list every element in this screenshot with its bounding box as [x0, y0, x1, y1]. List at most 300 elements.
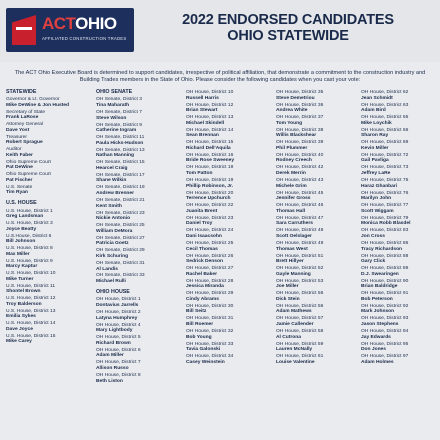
candidate-name: Emilia Sykes: [6, 314, 36, 320]
candidate-entry: [276, 329, 360, 340]
office-label: U.S. House, District 8: [6, 246, 53, 252]
candidate-name: Kevin Miller: [361, 145, 389, 151]
column-senate-house: [96, 90, 180, 386]
candidate-name: Marcy Kaptur: [6, 264, 38, 270]
candidate-entry: [361, 165, 439, 176]
office-label: OH House, District 5: [96, 335, 141, 341]
candidate-name: Mark Johnson: [361, 309, 395, 315]
candidate-name: Troy Balderson: [6, 301, 42, 307]
candidate-entry: [276, 90, 360, 101]
candidate-name: Jason Stephens: [361, 322, 399, 327]
office-label: Attorney General: [6, 122, 43, 128]
candidate-entry: [186, 342, 270, 353]
candidate-name: Dani Isaacsohn: [186, 233, 222, 239]
candidate-entry: [6, 321, 90, 332]
office-label: OH House, District 90: [361, 278, 409, 284]
candidate-name: Michele Grim: [276, 183, 307, 189]
candidate-name: Jean Schmidt: [361, 95, 393, 101]
office-label: Treasurer: [6, 134, 28, 140]
office-label: OH House, District 95: [361, 341, 409, 347]
office-label: OH House, District 38: [276, 127, 324, 133]
office-label: OH Senate, District 19: [96, 185, 145, 191]
column-ohio-house-b: [186, 90, 270, 367]
candidate-name: Jeffrey LaRe: [361, 171, 391, 177]
candidate-entry: [361, 254, 439, 265]
office-label: OH House, District 83: [361, 228, 409, 234]
candidate-entry: [96, 335, 180, 346]
candidate-entry: [186, 191, 270, 202]
office-label: OH House, District 4: [96, 322, 141, 328]
candidate-name: Dick Stein: [276, 296, 300, 302]
office-label: Ohio Supreme Court: [6, 172, 51, 178]
candidate-entry: [6, 147, 90, 158]
candidate-name: Sara Carruthers: [276, 221, 313, 227]
candidate-name: Lauren McNally: [276, 347, 313, 353]
candidate-entry: [186, 203, 270, 214]
office-label: Ohio Supreme Court: [6, 159, 51, 165]
candidate-entry: [96, 373, 180, 384]
candidate-name: Scott Oelslager: [276, 233, 312, 239]
candidate-entry: [6, 172, 90, 183]
office-label: OH House, District 14: [186, 127, 234, 133]
candidate-name: Shontel Brown: [6, 289, 41, 295]
candidate-entry: [361, 216, 439, 227]
office-label: OH House, District 52: [276, 266, 324, 272]
candidate-entry: [186, 178, 270, 189]
candidate-entry: [361, 304, 439, 315]
office-label: Secretary of State: [6, 109, 46, 115]
candidate-name: Phil Plummer: [276, 145, 308, 151]
candidate-name: Allison Russo: [96, 365, 129, 371]
candidate-name: Bill Seitz: [186, 309, 207, 315]
office-label: OH House, District 73: [361, 165, 409, 171]
candidate-entry: [186, 140, 270, 151]
office-label: OH House, District 76: [361, 190, 409, 196]
candidate-entry: [276, 165, 360, 176]
candidate-entry: [96, 297, 180, 308]
office-label: OH House, District 27: [186, 266, 234, 272]
office-label: OH House, District 2: [96, 310, 141, 316]
candidate-entry: [6, 110, 90, 121]
candidate-entry: [361, 140, 439, 151]
office-label: OH House, District 46: [276, 203, 324, 209]
office-label: U.S. Senate: [6, 184, 33, 190]
candidate-entry: [186, 316, 270, 327]
office-label: OH House, District 8: [96, 372, 141, 378]
candidate-entry: [96, 348, 180, 359]
candidate-name: Jon Cross: [361, 233, 385, 239]
candidate-entry: [186, 216, 270, 227]
candidate-entry: [186, 304, 270, 315]
candidate-name: Joe Miller: [276, 284, 299, 290]
candidate-name: Tom Young: [276, 120, 303, 126]
office-label: OH Senate, District 7: [96, 109, 142, 115]
office-label: OH House, District 97: [361, 354, 409, 360]
section-heading-statewide: STATEWIDE: [6, 89, 37, 95]
candidate-entry: [361, 316, 439, 327]
office-label: OH House, District 47: [276, 215, 324, 221]
candidate-name: Jennifer Gross: [276, 196, 311, 202]
candidate-name: Juanita Brent: [186, 208, 218, 214]
candidate-entry: [361, 279, 439, 290]
candidate-entry: [276, 304, 360, 315]
office-label: OH Senate, District 21: [96, 198, 145, 204]
candidate-name: Mike Turner: [6, 276, 34, 282]
candidate-name: Dave Joyce: [6, 326, 33, 332]
office-label: OH House, District 28: [186, 278, 234, 284]
candidate-name: Adam Bird: [361, 108, 386, 114]
candidate-entry: [6, 221, 90, 232]
act-ohio-logo: [6, 8, 134, 52]
candidate-name: Adam Mathews: [276, 309, 312, 315]
candidate-name: Mary Lightbody: [96, 328, 133, 334]
office-label: OH House, District 79: [361, 215, 409, 221]
candidate-name: Pat Fischer: [6, 177, 33, 183]
candidate-name: D.J. Swearingen: [361, 271, 399, 277]
candidate-name: Nickie Antonio: [96, 216, 131, 222]
office-label: OH House, District 43: [276, 178, 324, 184]
candidate-entry: [96, 110, 180, 121]
office-label: OH House, District 34: [186, 354, 234, 360]
office-label: OH Senate, District 17: [96, 172, 145, 178]
office-label: OH Senate, District 31: [96, 260, 145, 266]
candidate-name: Tina Maharath: [96, 102, 130, 108]
column-ohio-house-c: [276, 90, 360, 367]
candidate-entry: [276, 228, 360, 239]
office-label: U.S.House, District 6: [6, 233, 52, 239]
office-label: OH House, District 7: [96, 360, 141, 366]
candidate-entry: [276, 254, 360, 265]
candidate-name: Bob Young: [186, 334, 212, 340]
candidate-entry: [6, 246, 90, 257]
candidate-name: Rachel Baker: [186, 271, 217, 277]
candidate-entry: [6, 97, 90, 108]
office-label: OH Senate, District 33: [96, 273, 145, 279]
candidate-entry: [186, 266, 270, 277]
office-label: OH House, District 75: [361, 178, 409, 184]
office-label: OH House, District 53: [276, 278, 324, 284]
candidate-name: Hearcel Craig: [96, 165, 128, 171]
candidate-name: Willis Blackshear: [276, 133, 317, 139]
office-label: OH House, District 88: [361, 253, 409, 259]
candidate-entry: [6, 209, 90, 220]
candidate-entry: [6, 185, 90, 196]
office-label: OH House, District 13: [186, 115, 234, 121]
office-label: Governor & Lt. Governor: [6, 97, 60, 103]
candidate-entry: [276, 279, 360, 290]
candidate-entry: [96, 360, 180, 371]
candidate-name: Haraz Ghanbari: [361, 183, 398, 189]
candidate-entry: [186, 241, 270, 252]
logo-ohio-text: OHIO: [75, 14, 117, 33]
office-label: OH House, District 92: [361, 303, 409, 309]
candidate-name: Tracy Richardson: [361, 246, 403, 252]
candidate-name: Tom Patton: [186, 171, 213, 177]
candidate-name: Mike Carey: [6, 339, 32, 345]
candidate-name: Michael Rulli: [96, 279, 126, 285]
candidate-entry: [96, 97, 180, 108]
candidate-entry: [361, 128, 439, 139]
candidate-name: Jamie Callender: [276, 322, 314, 327]
candidate-entry: [276, 115, 360, 126]
candidate-name: Adam Miller: [96, 353, 124, 359]
candidate-name: Brian Stewart: [186, 108, 218, 114]
candidate-name: Cindy Abrams: [186, 296, 219, 302]
office-label: U.S. House, District 15: [6, 333, 56, 339]
office-label: OH House, District 10: [186, 90, 234, 95]
candidate-entry: [186, 279, 270, 290]
candidate-entry: [6, 334, 90, 345]
candidate-entry: [96, 261, 180, 272]
candidate-name: Bill Roemer: [186, 322, 214, 327]
candidate-name: Andrea White: [276, 108, 308, 114]
candidate-name: Sedrick Denson: [186, 259, 223, 265]
candidate-entry: [276, 291, 360, 302]
office-label: OH Senate, District 25: [96, 223, 145, 229]
office-label: U.S. House, District 10: [6, 271, 56, 277]
candidate-entry: [186, 90, 270, 101]
candidate-name: Andrew Brenner: [96, 191, 135, 197]
candidate-entry: [96, 248, 180, 259]
candidate-name: Keith Faber: [6, 152, 33, 158]
candidate-name: Monica Robb Blasdel: [361, 221, 411, 227]
office-label: OH House, District 35: [276, 90, 324, 95]
office-label: OH Senate, District 13: [96, 147, 145, 153]
candidate-name: Gail Pavliga: [361, 158, 389, 164]
candidate-entry: [361, 178, 439, 189]
column-ohio-house-d: [361, 90, 439, 367]
candidate-name: Scott Wiggam: [361, 208, 394, 214]
candidate-name: Patricia Goetz: [96, 241, 129, 247]
office-label: OH House, District 33: [186, 341, 234, 347]
candidate-entry: [6, 234, 90, 245]
candidate-name: Richard Dell'Aquila: [186, 145, 231, 151]
candidate-entry: [96, 123, 180, 134]
candidate-entry: [276, 241, 360, 252]
candidate-name: Steve Wilson: [96, 115, 127, 121]
candidate-entry: [6, 122, 90, 133]
candidate-name: Greg Landsman: [6, 214, 44, 220]
candidate-name: Bob Peterson: [361, 296, 393, 302]
statewide-list: [6, 97, 90, 196]
office-label: OH House, District 32: [186, 328, 234, 334]
office-label: OH Senate, District 3: [96, 97, 142, 103]
candidate-entry: [96, 185, 180, 196]
candidate-entry: [96, 223, 180, 234]
office-label: OH House, District 89: [361, 266, 409, 272]
office-label: OH House, District 1: [96, 297, 141, 303]
title-line-1: 2022 ENDORSED CANDIDATES: [182, 12, 394, 28]
candidate-entry: [361, 228, 439, 239]
office-label: OH House, District 29: [186, 291, 234, 297]
office-label: OH House, District 94: [361, 328, 409, 334]
candidate-entry: [96, 323, 180, 334]
candidate-entry: [276, 203, 360, 214]
office-label: U.S. House, District 12: [6, 296, 56, 302]
section-heading-us-house: U.S. HOUSE: [6, 200, 37, 207]
candidate-name: Beth Liston: [96, 378, 123, 384]
office-label: OH House, District 22: [186, 203, 234, 209]
page-header: [0, 0, 440, 62]
candidate-name: Jay Edwards: [361, 334, 391, 340]
candidate-entry: [186, 291, 270, 302]
office-label: OH House, District 24: [186, 228, 234, 234]
office-label: OH House, District 30: [186, 303, 234, 309]
candidate-name: Max Miller: [6, 251, 30, 257]
candidate-entry: [276, 216, 360, 227]
candidate-entry: [276, 354, 360, 365]
candidate-entry: [96, 148, 180, 159]
candidate-entry: [186, 228, 270, 239]
office-label: OH House, District 36: [276, 102, 324, 108]
candidate-name: Latyna Humphrey: [96, 315, 138, 321]
candidate-name: Adam Holmes: [361, 359, 394, 365]
office-label: OH House, District 59: [276, 341, 324, 347]
candidate-name: Joyce Beatty: [6, 226, 37, 232]
ohio-house-list-b: [186, 90, 270, 365]
candidate-name: Catherine Ingram: [96, 128, 137, 134]
candidate-entry: [186, 354, 270, 365]
candidate-entry: [96, 273, 180, 284]
office-label: OH House, District 40: [276, 152, 324, 158]
candidate-name: Jessica Miranda: [186, 284, 224, 290]
candidate-entry: [96, 160, 180, 171]
candidate-name: Thomas West: [276, 246, 308, 252]
office-label: OH House, District 26: [186, 253, 234, 259]
candidate-entry: [186, 128, 270, 139]
candidate-entry: [6, 135, 90, 146]
candidate-entry: [6, 160, 90, 171]
candidate-name: Al Cutrona: [276, 334, 301, 340]
office-label: OH House, District 12: [186, 102, 234, 108]
candidate-name: Sharon Ray: [361, 133, 389, 139]
candidate-entry: [276, 128, 360, 139]
office-label: OH House, District 69: [361, 140, 409, 146]
office-label: OH House, District 72: [361, 152, 409, 158]
office-label: OH House, District 39: [276, 140, 324, 146]
office-label: OH House, District 45: [276, 190, 324, 196]
candidate-name: Kirk Schuring: [96, 253, 129, 259]
candidate-name: Terrence Upchurch: [186, 196, 231, 202]
candidate-name: Brett Hillyer: [276, 259, 304, 265]
office-label: OH House, District 56: [276, 303, 324, 309]
candidate-name: Steve Demetriou: [276, 95, 315, 101]
office-label: U.S. House, District 14: [6, 321, 56, 327]
ohio-house-list-a: [96, 297, 180, 384]
candidate-entry: [186, 103, 270, 114]
office-label: OH House, District 77: [361, 203, 409, 209]
office-label: OH Senate, District 15: [96, 160, 145, 166]
candidate-name: Brian Baldridge: [361, 284, 398, 290]
candidate-name: Paula Hicks-Hudson: [96, 140, 144, 146]
candidate-name: Bill Johnson: [6, 239, 36, 245]
candidate-entry: [361, 153, 439, 164]
candidate-entry: [361, 291, 439, 302]
office-label: OH House, District 15: [186, 140, 234, 146]
candidate-entry: [361, 241, 439, 252]
page-title: [140, 12, 436, 44]
candidate-entry: [361, 115, 439, 126]
candidate-entry: [6, 284, 90, 295]
candidate-name: Casey Weinstein: [186, 359, 225, 365]
office-label: OH Senate, District 29: [96, 248, 145, 254]
logo-act-text: ACT: [42, 14, 76, 33]
candidate-entry: [96, 173, 180, 184]
office-label: OH House, District 6: [96, 347, 141, 353]
candidate-name: Phillip Robinson, Jr.: [186, 183, 234, 189]
candidate-entry: [6, 309, 90, 320]
office-label: OH House, District 86: [361, 240, 409, 246]
office-label: OH House, District 91: [361, 291, 409, 297]
candidate-entry: [6, 271, 90, 282]
office-label: OH Senate, District 23: [96, 210, 145, 216]
intro-paragraph: The ACT Ohio Executive Board is determined to support candidates, irrespective of political affiliation, that demonstrate a commitment to the construction industry and Building Trades members in the State of Ohio. Please consider the following candidates when you cast your vote:: [14, 70, 426, 83]
candidate-name: Tim Ryan: [6, 190, 28, 196]
office-label: OH House, District 31: [186, 316, 234, 322]
candidate-name: Robert Sprague: [6, 140, 43, 146]
candidate-name: Al Landis: [96, 266, 119, 272]
candidate-entry: [361, 266, 439, 277]
logo-wordmark: [42, 14, 117, 34]
office-label: OH House, District 19: [186, 165, 234, 171]
candidate-name: Daniel Troy: [186, 221, 213, 227]
candidate-name: Bride Rose Sweeney: [186, 158, 235, 164]
office-label: OH Senate, District 9: [96, 122, 142, 128]
candidate-name: Don Jones: [361, 347, 387, 353]
candidate-name: Frank LaRose: [6, 115, 39, 121]
office-label: OH House, District 61: [276, 354, 324, 360]
office-label: OH House, District 20: [186, 190, 234, 196]
candidate-entry: [276, 342, 360, 353]
candidate-entry: [361, 342, 439, 353]
office-label: OH House, District 49: [276, 240, 324, 246]
office-label: OH House, District 16: [186, 152, 234, 158]
candidate-name: Marilyn John: [361, 196, 392, 202]
ohio-house-list-d: [361, 90, 439, 365]
office-label: U.S. House, District 11: [6, 283, 56, 289]
candidate-entry: [186, 153, 270, 164]
candidate-entry: [276, 140, 360, 151]
candidate-name: Mike Loychik: [361, 120, 392, 126]
candidate-name: Nathan Manning: [96, 153, 135, 159]
candidate-entry: [361, 103, 439, 114]
candidate-name: Cecil Thomas: [186, 246, 218, 252]
candidate-name: Dave Yost: [6, 127, 30, 133]
candidate-entry: [276, 266, 360, 277]
candidate-name: Pat DeWine: [6, 165, 33, 171]
candidate-name: Russell Harris: [186, 95, 219, 101]
candidate-entry: [6, 259, 90, 270]
candidate-name: Richard Brown: [96, 340, 131, 346]
candidate-name: Gayle Manning: [276, 271, 311, 277]
office-label: OH House, District 56: [276, 291, 324, 297]
candidate-entry: [186, 329, 270, 340]
candidate-entry: [186, 165, 270, 176]
office-label: OH House, District 48: [276, 228, 324, 234]
title-line-2: OHIO STATEWIDE: [227, 28, 349, 44]
section-heading-ohio-house: OHIO HOUSE: [96, 289, 130, 296]
candidate-entry: [276, 153, 360, 164]
candidate-name: Rodney Creech: [276, 158, 312, 164]
office-label: OH House, District 63: [361, 102, 409, 108]
office-label: OH House, District 65: [361, 115, 409, 121]
candidate-name: William DeMora: [96, 228, 133, 234]
candidate-name: Shane Wilkin: [96, 178, 127, 184]
candidate-entry: [186, 115, 270, 126]
candidate-entry: [276, 316, 360, 327]
section-heading-ohio-senate: OHIO SENATE: [96, 89, 133, 95]
office-label: OH House, District 57: [276, 316, 324, 322]
